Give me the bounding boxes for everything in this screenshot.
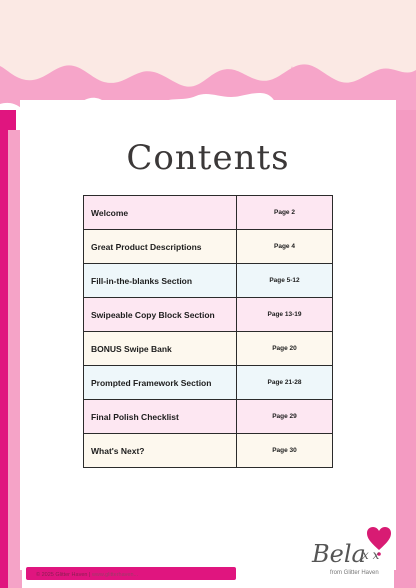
toc-page-number: Page 4 (237, 230, 333, 264)
toc-page-number: Page 5-12 (237, 264, 333, 298)
contents-table (83, 195, 333, 468)
logo-subtitle: from Glitter Haven (330, 570, 379, 576)
toc-row[interactable] (84, 332, 333, 366)
toc-section-title[interactable]: Fill-in-the-blanks Section (84, 264, 237, 298)
toc-row[interactable] (84, 400, 333, 434)
toc-page-number: Page 20 (237, 332, 333, 366)
toc-section-title[interactable]: Swipeable Copy Block Section (84, 298, 237, 332)
toc-row[interactable] (84, 196, 333, 230)
toc-row[interactable] (84, 366, 333, 400)
logo-kisses: x x (362, 548, 380, 562)
toc-section-title[interactable]: What's Next? (84, 434, 237, 468)
toc-row[interactable] (84, 230, 333, 264)
toc-row[interactable] (84, 434, 333, 468)
toc-row[interactable] (84, 264, 333, 298)
footer-text (36, 572, 138, 578)
toc-page-number: Page 29 (237, 400, 333, 434)
footer-separator: | (87, 572, 92, 578)
footer-link[interactable]: www.glitterhaven... (91, 572, 139, 578)
toc-section-title[interactable]: Great Product Descriptions (84, 230, 237, 264)
toc-page-number: Page 21-28 (237, 366, 333, 400)
toc-section-title[interactable]: Final Polish Checklist (84, 400, 237, 434)
toc-section-title[interactable]: BONUS Swipe Bank (84, 332, 237, 366)
logo-script-text: Bela (312, 540, 366, 568)
brand-logo (312, 526, 398, 582)
footer-copyright: © 2025 Glitter Haven (36, 572, 88, 578)
toc-section-title[interactable]: Prompted Framework Section (84, 366, 237, 400)
toc-section-title[interactable]: Welcome (84, 196, 237, 230)
toc-page-number: Page 2 (237, 196, 333, 230)
toc-page-number: Page 13-19 (237, 298, 333, 332)
page-title: Contents (126, 138, 290, 178)
right-accent-stripe (394, 110, 416, 588)
toc-row[interactable] (84, 298, 333, 332)
toc-page-number: Page 30 (237, 434, 333, 468)
